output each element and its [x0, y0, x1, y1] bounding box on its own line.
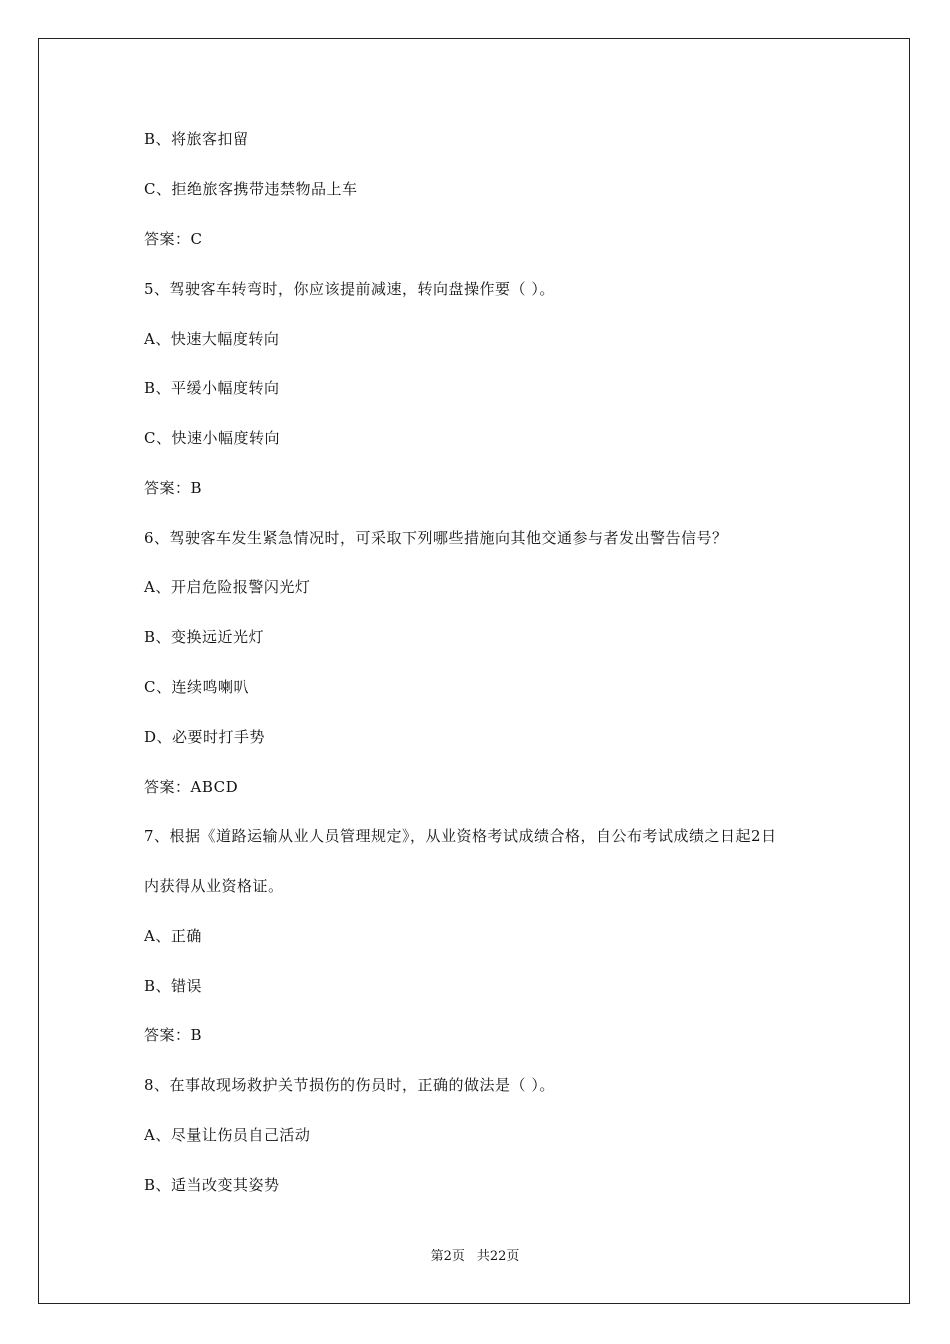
answer-q6: 答案：ABCD: [144, 778, 239, 796]
option-b-q4: B、将旅客扣留: [144, 130, 249, 148]
question-6: 6、驾驶客车发生紧急情况时，可采取下列哪些措施向其他交通参与者发出警告信号？: [144, 529, 728, 547]
question-5: 5、驾驶客车转弯时，你应该提前减速，转向盘操作要（ ）。: [144, 280, 555, 298]
question-8: 8、在事故现场救护关节损伤的伤员时，正确的做法是（ ）。: [144, 1076, 555, 1094]
option-b-q7: B、错误: [144, 977, 203, 995]
option-a-q7: A、正确: [144, 927, 202, 945]
answer-q5: 答案：B: [144, 479, 203, 497]
option-a-q5: A、快速大幅度转向: [144, 330, 280, 348]
question-7-continued: 内获得从业资格证。: [144, 877, 284, 895]
page-footer: [0, 1248, 950, 1266]
answer-q7: 答案：B: [144, 1026, 203, 1044]
page-number: 第2页: [430, 1249, 465, 1264]
question-7: 7、根据《道路运输从业人员管理规定》，从业资格考试成绩合格，自公布考试成绩之日起2日: [144, 827, 777, 845]
option-b-q5: B、平缓小幅度转向: [144, 379, 280, 397]
option-b-q6: B、变换远近光灯: [144, 628, 265, 646]
option-a-q8: A、尽量让伤员自己活动: [144, 1126, 311, 1144]
answer-q4: 答案：C: [144, 230, 203, 248]
option-c-q4: C、拒绝旅客携带违禁物品上车: [144, 180, 358, 198]
option-d-q6: D、必要时打手势: [144, 728, 266, 746]
option-a-q6: A、开启危险报警闪光灯: [144, 578, 311, 596]
option-b-q8: B、适当改变其姿势: [144, 1176, 280, 1194]
option-c-q6: C、连续鸣喇叭: [144, 678, 249, 696]
option-c-q5: C、快速小幅度转向: [144, 429, 280, 447]
page-total: 共22页: [476, 1249, 520, 1264]
page-border: [38, 38, 910, 1304]
